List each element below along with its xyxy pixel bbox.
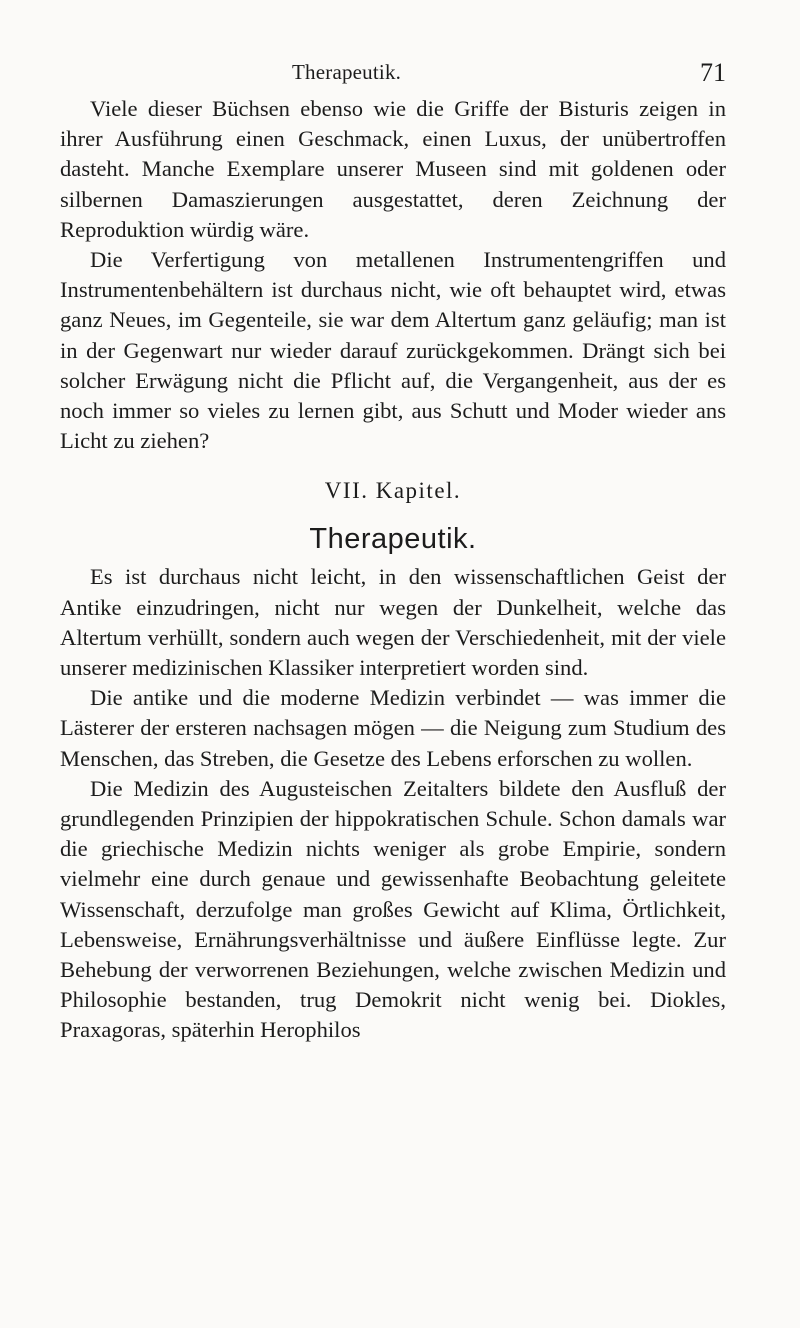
paragraph: Viele dieser Büchsen ebenso wie die Griffe der Bisturis zeigen in ihrer Ausführung einen Geschmack, einen Luxus, der unübertroffen dasteht. Manche Exemplare unserer Museen sind mit goldenen oder silbernen Damaszierungen ausgestattet, deren Zeichnung der Reproduktion würdig wäre. — [60, 96, 726, 242]
page-number: 71 — [700, 58, 726, 87]
paragraph: Die antike und die moderne Medizin verbindet — was immer die Lästerer der ersteren nachsagen mögen — die Neigung zum Studium des Menschen, das Streben, die Gesetze des Lebens erforschen zu wollen. — [60, 685, 726, 771]
section-title: Therapeutik. — [309, 523, 477, 556]
running-head — [60, 54, 726, 94]
running-title: Therapeutik. — [292, 60, 402, 84]
paragraph: Die Medizin des Augusteischen Zeitalters bildete den Ausfluß der grundlegenden Prinzipien der hippokratischen Schule. Schon damals war die griechische Medizin nichts weniger als grobe Empirie, sondern vielmehr eine durch genaue und gewissenhafte Beobachtung geleitete Wissenschaft, derzufolge man großes Gewicht auf Klima, Örtlichkeit, Lebensweise, Ernährungsverhältnisse und äußere Einflüsse legte. Zur Behebung der verworrenen Beziehungen, welche zwischen Medizin und Philosophie bestanden, trug Demokrit nicht wenig bei. Diokles, Praxagoras, späterhin Herophilos — [60, 775, 726, 1043]
chapter-heading: VII. Kapitel. — [324, 478, 462, 504]
paragraph: Die Verfertigung von metallenen Instrumentengriffen und Instrumentenbehältern ist durchaus nicht, wie oft behauptet wird, etwas ganz Neues, im Gegenteile, sie war dem Altertum ganz geläufig; man ist in der Gegenwart nur wieder darauf zurückgekommen. Drängt sich bei solcher Erwägung nicht die Pflicht auf, die Vergangenheit, aus der es noch immer so vieles zu lernen gibt, aus Schutt und Moder wieder ans Licht zu ziehen? — [60, 247, 726, 454]
paragraph: Es ist durchaus nicht leicht, in den wissenschaftlichen Geist der Antike einzudringen, nicht nur wegen der Dunkelheit, welche das Altertum verhüllt, sondern auch wegen der Verschiedenheit, mit der viele unserer medizinischen Klassiker interpretiert worden sind. — [60, 564, 726, 681]
book-page — [60, 54, 726, 1046]
body-text — [60, 94, 726, 1046]
